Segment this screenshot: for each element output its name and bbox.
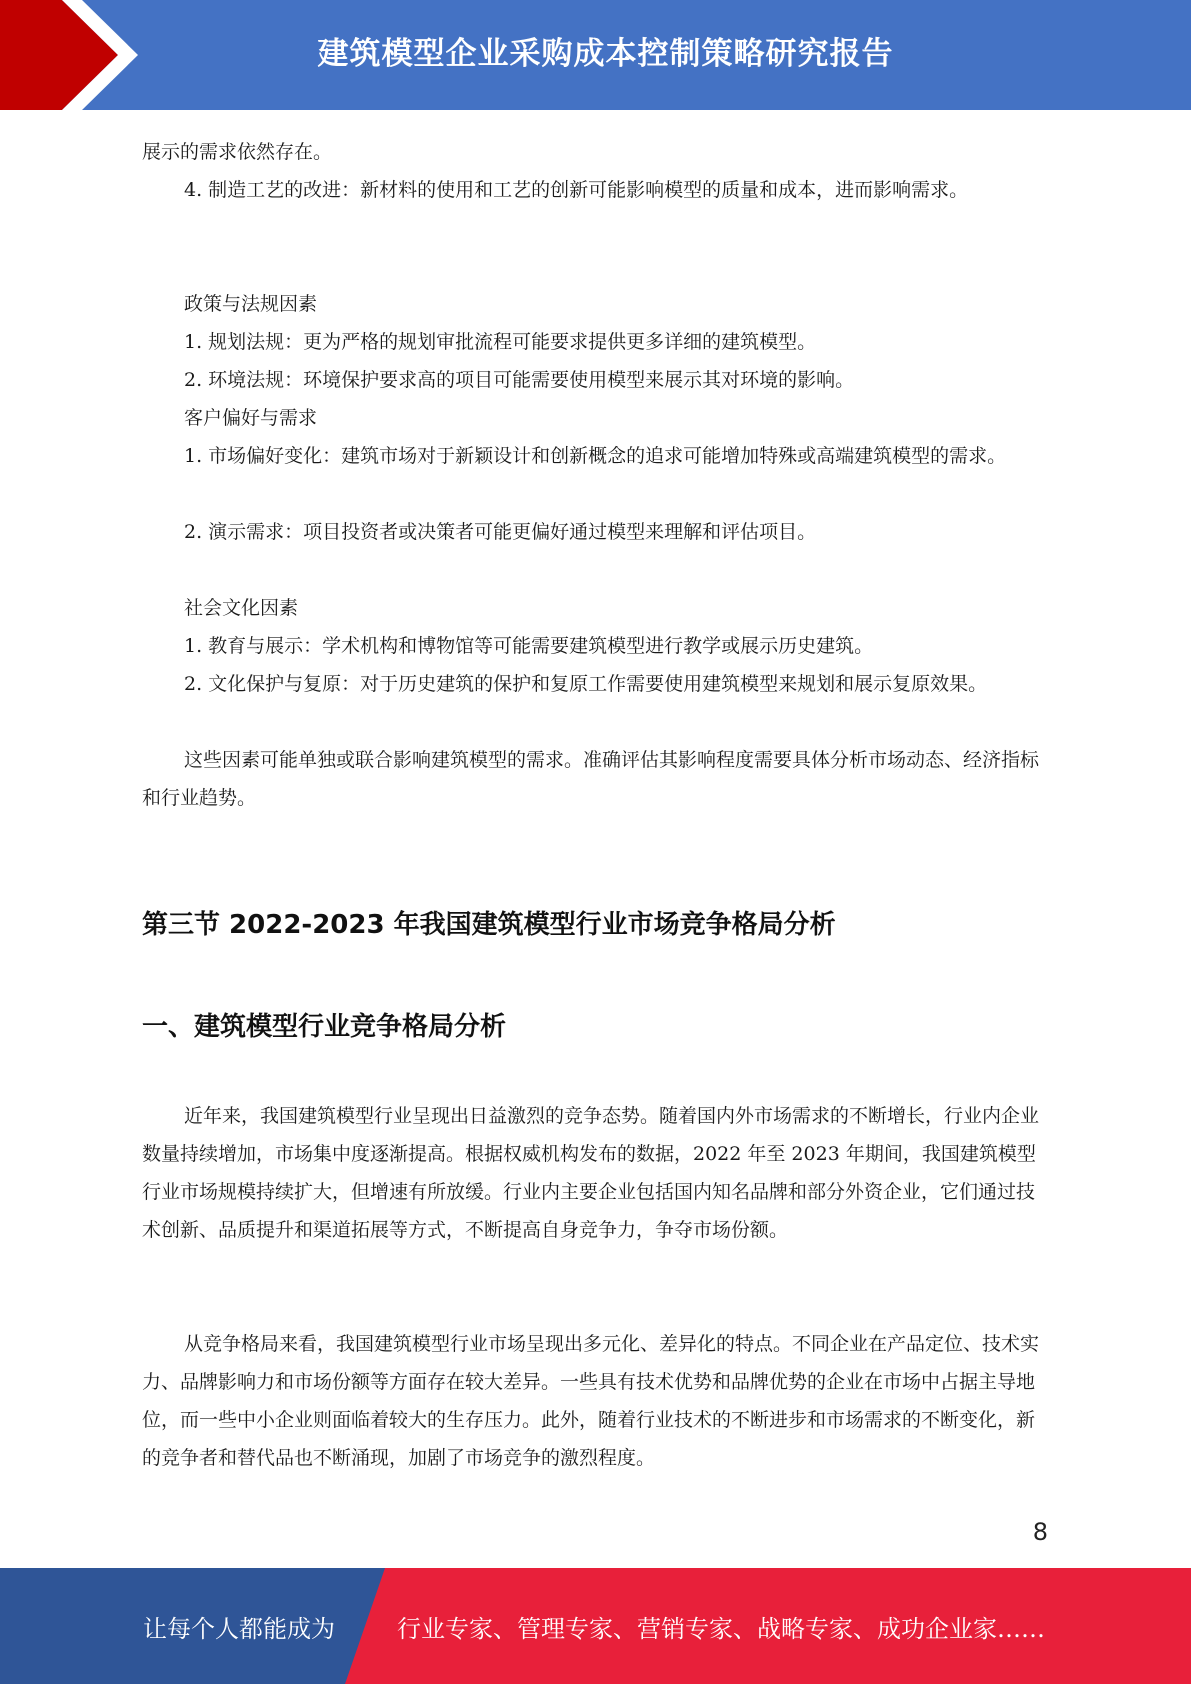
page-number: 8 (1032, 1518, 1048, 1546)
paragraph: 展示的需求依然存在。 (142, 141, 333, 163)
subheading-policy: 政策与法规因素 (184, 293, 318, 315)
page-footer (0, 1568, 1191, 1684)
paragraph: 4. 制造工艺的改进：新材料的使用和工艺的创新可能影响模型的质量和成本，进而影响需求。 (184, 179, 969, 201)
section-title: 第三节 2022-2023 年我国建筑模型行业市场竞争格局分析 (142, 910, 836, 940)
list-item: 1. 教育与展示：学术机构和博物馆等可能需要建筑模型进行教学或展示历史建筑。 (184, 635, 874, 657)
body-paragraph: 从竞争格局来看，我国建筑模型行业市场呈现出多元化、差异化的特点。不同企业在产品定位、技术实力、品牌影响力和市场份额等方面存在较大差异。一些具有技术优势和品牌优势的企业在市场中占据主导地位，而一些中小企业则面临着较大的生存压力。此外，随着行业技术的不断进步和市场需求的不断变化，新的竞争者和替代品也不断涌现，加剧了市场竞争的激烈程度。 (142, 1333, 1040, 1469)
list-item: 2. 文化保护与复原：对于历史建筑的保护和复原工作需要使用建筑模型来规划和展示复原效果。 (184, 673, 988, 695)
body-paragraph: 近年来，我国建筑模型行业呈现出日益激烈的竞争态势。随着国内外市场需求的不断增长，行业内企业数量持续增加，市场集中度逐渐提高。根据权威机构发布的数据，2022 年至 2023 年期间，我国建筑模型行业市场规模持续扩大，但增速有所放缓。行业内主要企业包括国内知名品牌和部分外资企业，它们通过技术创新、品质提升和渠道拓展等方式，不断提高自身竞争力，争夺市场份额。 (142, 1105, 1040, 1241)
subsection-title: 一、建筑模型行业竞争格局分析 (142, 1012, 507, 1042)
paragraph: 这些因素可能单独或联合影响建筑模型的需求。准确评估其影响程度需要具体分析市场动态、经济指标和行业趋势。 (142, 749, 1040, 809)
list-item: 1. 市场偏好变化：建筑市场对于新颖设计和创新概念的追求可能增加特殊或高端建筑模型的需求。 (184, 445, 1007, 467)
report-title: 建筑模型企业采购成本控制策略研究报告 (317, 35, 894, 72)
list-item: 1. 规划法规：更为严格的规划审批流程可能要求提供更多详细的建筑模型。 (184, 331, 817, 353)
list-item: 2. 环境法规：环境保护要求高的项目可能需要使用模型来展示其对环境的影响。 (184, 369, 855, 391)
footer-slogan-right: 行业专家、管理专家、营销专家、战略专家、成功企业家…… (397, 1614, 1045, 1643)
subheading-culture: 社会文化因素 (184, 597, 299, 619)
subheading-customer: 客户偏好与需求 (184, 407, 318, 429)
footer-slogan-left: 让每个人都能成为 (143, 1614, 335, 1643)
page-header (0, 0, 1191, 110)
list-item: 2. 演示需求：项目投资者或决策者可能更偏好通过模型来理解和评估项目。 (184, 521, 817, 543)
